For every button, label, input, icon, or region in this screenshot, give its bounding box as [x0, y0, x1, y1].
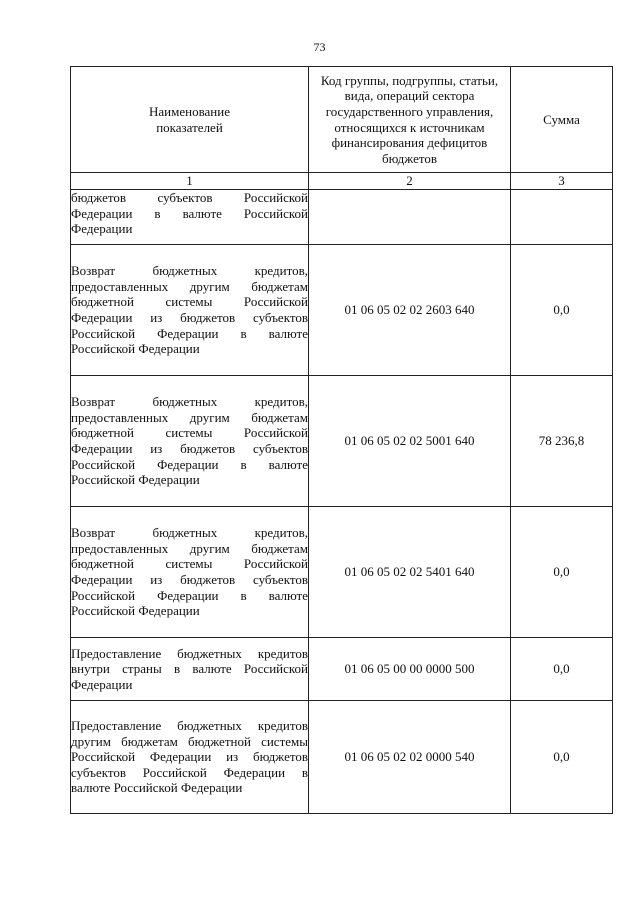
column-number-2: 2	[309, 173, 511, 190]
column-number-3: 3	[511, 173, 613, 190]
row-code-cell: 01 06 05 02 02 2603 640	[309, 245, 511, 376]
table-row	[71, 376, 613, 507]
sources-of-deficit-financing-table	[70, 66, 613, 814]
row-sum-cell	[511, 190, 613, 245]
table-header-row	[71, 67, 613, 173]
row-name-cell: Предоставление бюджетных кредитов внутри страны в валюте Российской Федерации	[71, 638, 309, 701]
column-number-row	[71, 173, 613, 190]
table-row	[71, 507, 613, 638]
row-name-cell: Предоставление бюджетных кредитов другим бюджетам бюджетной системы Российской Федерации из бюджетов субъектов Российской Федерации в валюте Российской Федерации	[71, 701, 309, 814]
column-number-1: 1	[71, 173, 309, 190]
row-sum-cell: 0,0	[511, 701, 613, 814]
header-name-cell	[71, 67, 309, 173]
row-sum-cell: 0,0	[511, 638, 613, 701]
header-code-label: Код группы, подгруппы, статьи, вида, операций сектора государственного управления, относящихся к источникам финансирования дефицитов бюджетов	[320, 72, 499, 166]
row-sum-cell: 0,0	[511, 245, 613, 376]
table-row	[71, 701, 613, 814]
row-sum-cell: 78 236,8	[511, 376, 613, 507]
header-name-label: Наименование показателей	[149, 103, 230, 135]
row-name-cell: бюджетов субъектов Российской Федерации в валюте Российской Федерации	[71, 190, 309, 245]
table-row	[71, 638, 613, 701]
header-sum-cell	[511, 67, 613, 173]
page-number: 73	[313, 40, 326, 54]
table-row	[71, 190, 613, 245]
row-name-cell: Возврат бюджетных кредитов, предоставленных другим бюджетам бюджетной системы Российской Федерации из бюджетов субъектов Российской Федерации в валюте Российской Федерации	[71, 245, 309, 376]
row-code-cell: 01 06 05 02 02 5401 640	[309, 507, 511, 638]
row-name-cell: Возврат бюджетных кредитов, предоставленных другим бюджетам бюджетной системы Российской Федерации из бюджетов субъектов Российской Федерации в валюте Российской Федерации	[71, 376, 309, 507]
table-row	[71, 245, 613, 376]
row-code-cell	[309, 190, 511, 245]
row-sum-cell: 0,0	[511, 507, 613, 638]
row-name-cell: Возврат бюджетных кредитов, предоставленных другим бюджетам бюджетной системы Российской Федерации из бюджетов субъектов Российской Федерации в валюте Российской Федерации	[71, 507, 309, 638]
row-code-cell: 01 06 05 02 02 0000 540	[309, 701, 511, 814]
row-code-cell: 01 06 05 02 02 5001 640	[309, 376, 511, 507]
header-code-cell	[309, 67, 511, 173]
row-code-cell: 01 06 05 00 00 0000 500	[309, 638, 511, 701]
header-sum-label: Сумма	[543, 111, 580, 127]
